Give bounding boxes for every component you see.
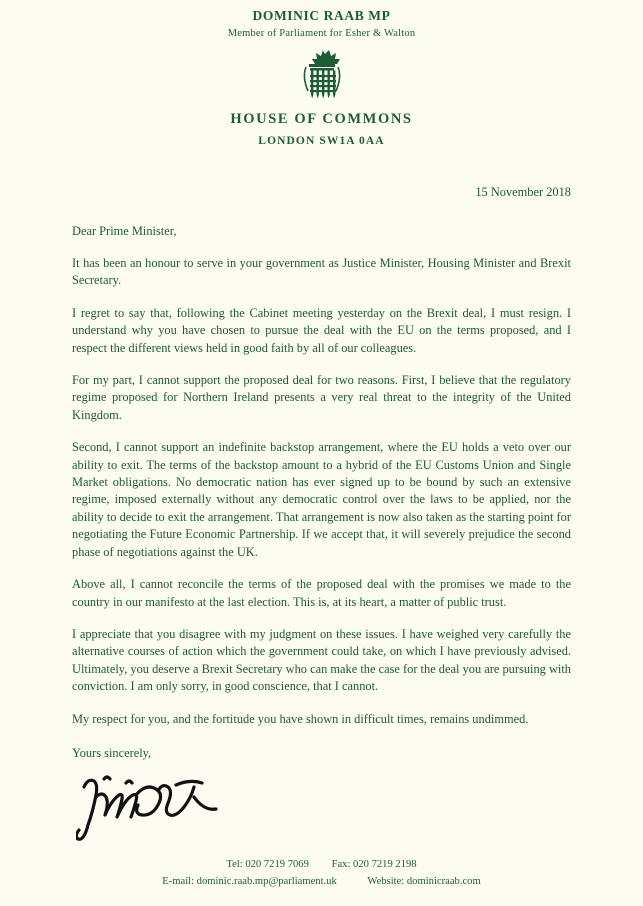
handwritten-signature-icon (76, 767, 226, 845)
footer-email[interactable]: E-mail: dominic.raab.mp@parliament.uk (162, 876, 337, 887)
letter-salutation: Dear Prime Minister, (72, 224, 177, 238)
footer-website[interactable]: Website: dominicraab.com (367, 876, 481, 887)
letter-body (0, 185, 643, 850)
letter-date: 15 November 2018 (475, 185, 571, 199)
letter-paragraph: I appreciate that you disagree with my judgment on these issues. I have weighed very carefully the alternative courses of action which the government could take, on which I have previously advised. Ultimately, you deserve a Brexit Secretary who can make the case for the deal you are pursuing with conviction. I am only sorry, in good conscience, that I cannot. (72, 626, 571, 694)
letter-paragraph: It has been an honour to serve in your government as Justice Minister, Housing Minister and Brexit Secretary. (72, 256, 571, 288)
letter-paragraph: I regret to say that, following the Cabinet meeting yesterday on the Brexit deal, I must resign. I understand why you have chosen to pursue the deal with the EU on the terms proposed, and I respect the different views held in good faith by all of our colleagues. (72, 305, 571, 355)
portcullis-crest-icon (292, 47, 352, 105)
house-address: LONDON SW1A 0AA (258, 135, 385, 147)
letterhead (0, 0, 643, 147)
letter-closing: Yours sincerely, (72, 745, 152, 760)
footer-tel: Tel: 020 7219 7069 (226, 859, 309, 870)
letter-paragraph: For my part, I cannot support the proposed deal for two reasons. First, I believe that the regulatory regime proposed for Northern Ireland presents a very real threat to the integrity of the United Kingdom. (72, 373, 571, 422)
mp-constituency: Member of Parliament for Esher & Walton (227, 28, 416, 39)
letter-paragraph: My respect for you, and the fortitude you have shown in difficult times, remains undimmed. (72, 711, 529, 726)
footer-fax: Fax: 020 7219 2198 (331, 859, 417, 870)
letter-paragraph: Second, I cannot support an indefinite backstop arrangement, where the EU holds a veto over our ability to exit. The terms of the backstop amount to a hybrid of the EU Customs Union and Single Market obligations. No democratic nation has ever signed up to be bound by such an extensive regime, imposed externally without any democratic control over the laws to be applied, nor the ability to decide to exit the arrangement. That arrangement is now also taken as the starting point for negotiating the Future Economic Partnership. If we accept that, it will severely prejudice the second phase of negotiations against the UK. (72, 440, 571, 559)
house-title: HOUSE OF COMMONS (230, 111, 413, 127)
mp-name: DOMINIC RAAB MP (252, 8, 391, 23)
letter-footer (0, 856, 643, 890)
letter-paragraph: Above all, I cannot reconcile the terms of the proposed deal with the promises we made to the country in our manifesto at the last election. This is, at its heart, a matter of public trust. (72, 577, 571, 609)
